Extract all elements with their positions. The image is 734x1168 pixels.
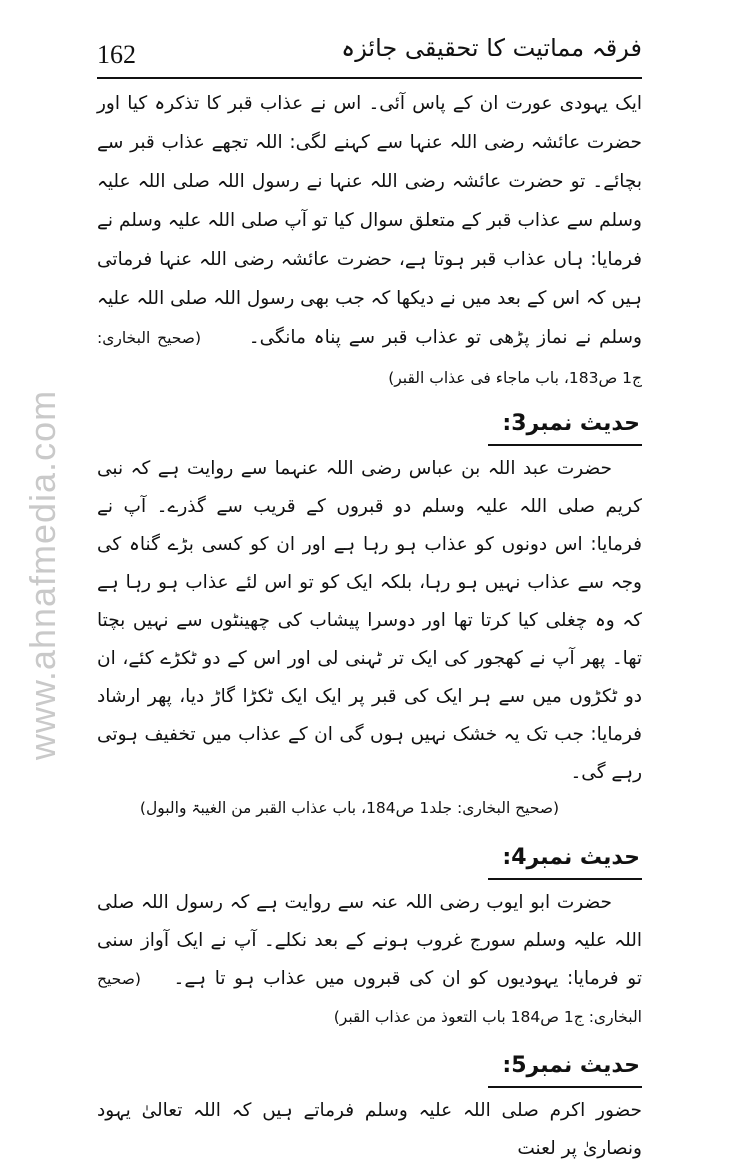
watermark: www.ahnafmedia.com <box>22 389 63 761</box>
intro-reference: (صحیح البخاری: ج1 ص183، باب ماجاء فی عذاب القبر) <box>97 329 642 387</box>
hadith-4-text <box>97 884 642 1036</box>
hadith-3-body: حضرت عبد اللہ بن عباس رضی اللہ عنہما سے روایت ہے کہ نبی کریم صلی اللہ علیہ وسلم دو قبروں کے قریب سے گذرے۔ آپ نے فرمایا: اس دونوں کو عذاب ہو رہا ہے اور ان کو کسی بڑے گناہ کی وجہ سے عذاب نہیں ہو رہا، بلکہ ایک کو تو اس لئے عذاب ہو رہا ہے کہ وہ چغلی کیا کرتا تھا اور دوسرا پیشاب کی چھینٹوں سے نہیں بچتا تھا۔ پھر آپ نے کھجور کی ایک تر ٹہنی لی اور اس کے دو ٹکڑے کئے، ان دو ٹکڑوں میں سے ہر ایک کی قبر پر ایک ایک ٹکڑا گاڑ دیا، پھر ارشاد فرمایا: جب تک یہ خشک نہیں ہوں گی ان کے عذاب میں تخفیف ہوتی رہے گی۔ <box>97 458 642 783</box>
intro-paragraph <box>97 84 642 398</box>
hadith-4-reference: (صحیح البخاری: ج1 ص184 باب التعوذ من عذاب القبر) <box>97 970 642 1026</box>
hadith-5-heading-wrap <box>97 1048 642 1088</box>
hadith-5-text <box>97 1092 642 1168</box>
hadith-4-heading: حدیث نمبر4: <box>488 840 642 880</box>
hadith-3-text <box>97 450 642 792</box>
hadith-3-reference: (صحیح البخاری: جلد1 ص184، باب عذاب القبر من الغیبۃ والبول) <box>139 799 560 817</box>
hadith-3-heading: حدیث نمبر3: <box>488 406 642 446</box>
hadith-4-heading-wrap <box>97 840 642 880</box>
hadith-5-heading: حدیث نمبر5: <box>488 1048 642 1088</box>
intro-text: ایک یہودی عورت ان کے پاس آئی۔ اس نے عذاب قبر کا تذکرہ کیا اور حضرت عائشہ رضی اللہ عنہا سے کہنے لگی: اللہ تجھے عذاب قبر سے بچائے۔ تو حضرت عائشہ رضی اللہ عنہا نے رسول اللہ صلی اللہ علیہ وسلم سے عذاب قبر کے متعلق سوال کیا تو آپ صلی اللہ علیہ وسلم نے فرمایا: ہاں عذاب قبر ہوتا ہے، حضرت عائشہ رضی اللہ عنہا فرماتی ہیں کہ اس کے بعد میں نے دیکھا کہ جب بھی رسول اللہ صلی اللہ علیہ وسلم نے نماز پڑھی تو عذاب قبر سے پناہ مانگی۔ <box>97 93 642 348</box>
running-title: فرقہ مماتیت کا تحقیقی جائزہ <box>341 34 642 62</box>
hadith-3-heading-wrap <box>97 406 642 446</box>
page-body <box>97 84 642 1168</box>
hadith-4-body: حضرت ابو ایوب رضی اللہ عنہ سے روایت ہے کہ رسول اللہ صلی اللہ علیہ وسلم سورج غروب ہونے کے بعد نکلے۔ آپ نے ایک آواز سنی تو فرمایا: یہودیوں کو ان کی قبروں میں عذاب ہو تا ہے۔ <box>97 892 642 989</box>
page-number: 162 <box>97 40 136 69</box>
hadith-5-body: حضور اکرم صلی اللہ علیہ وسلم فرماتے ہیں کہ اللہ تعالیٰ یہود ونصاریٰ پر لعنت <box>97 1100 642 1159</box>
header-rule <box>97 77 642 79</box>
